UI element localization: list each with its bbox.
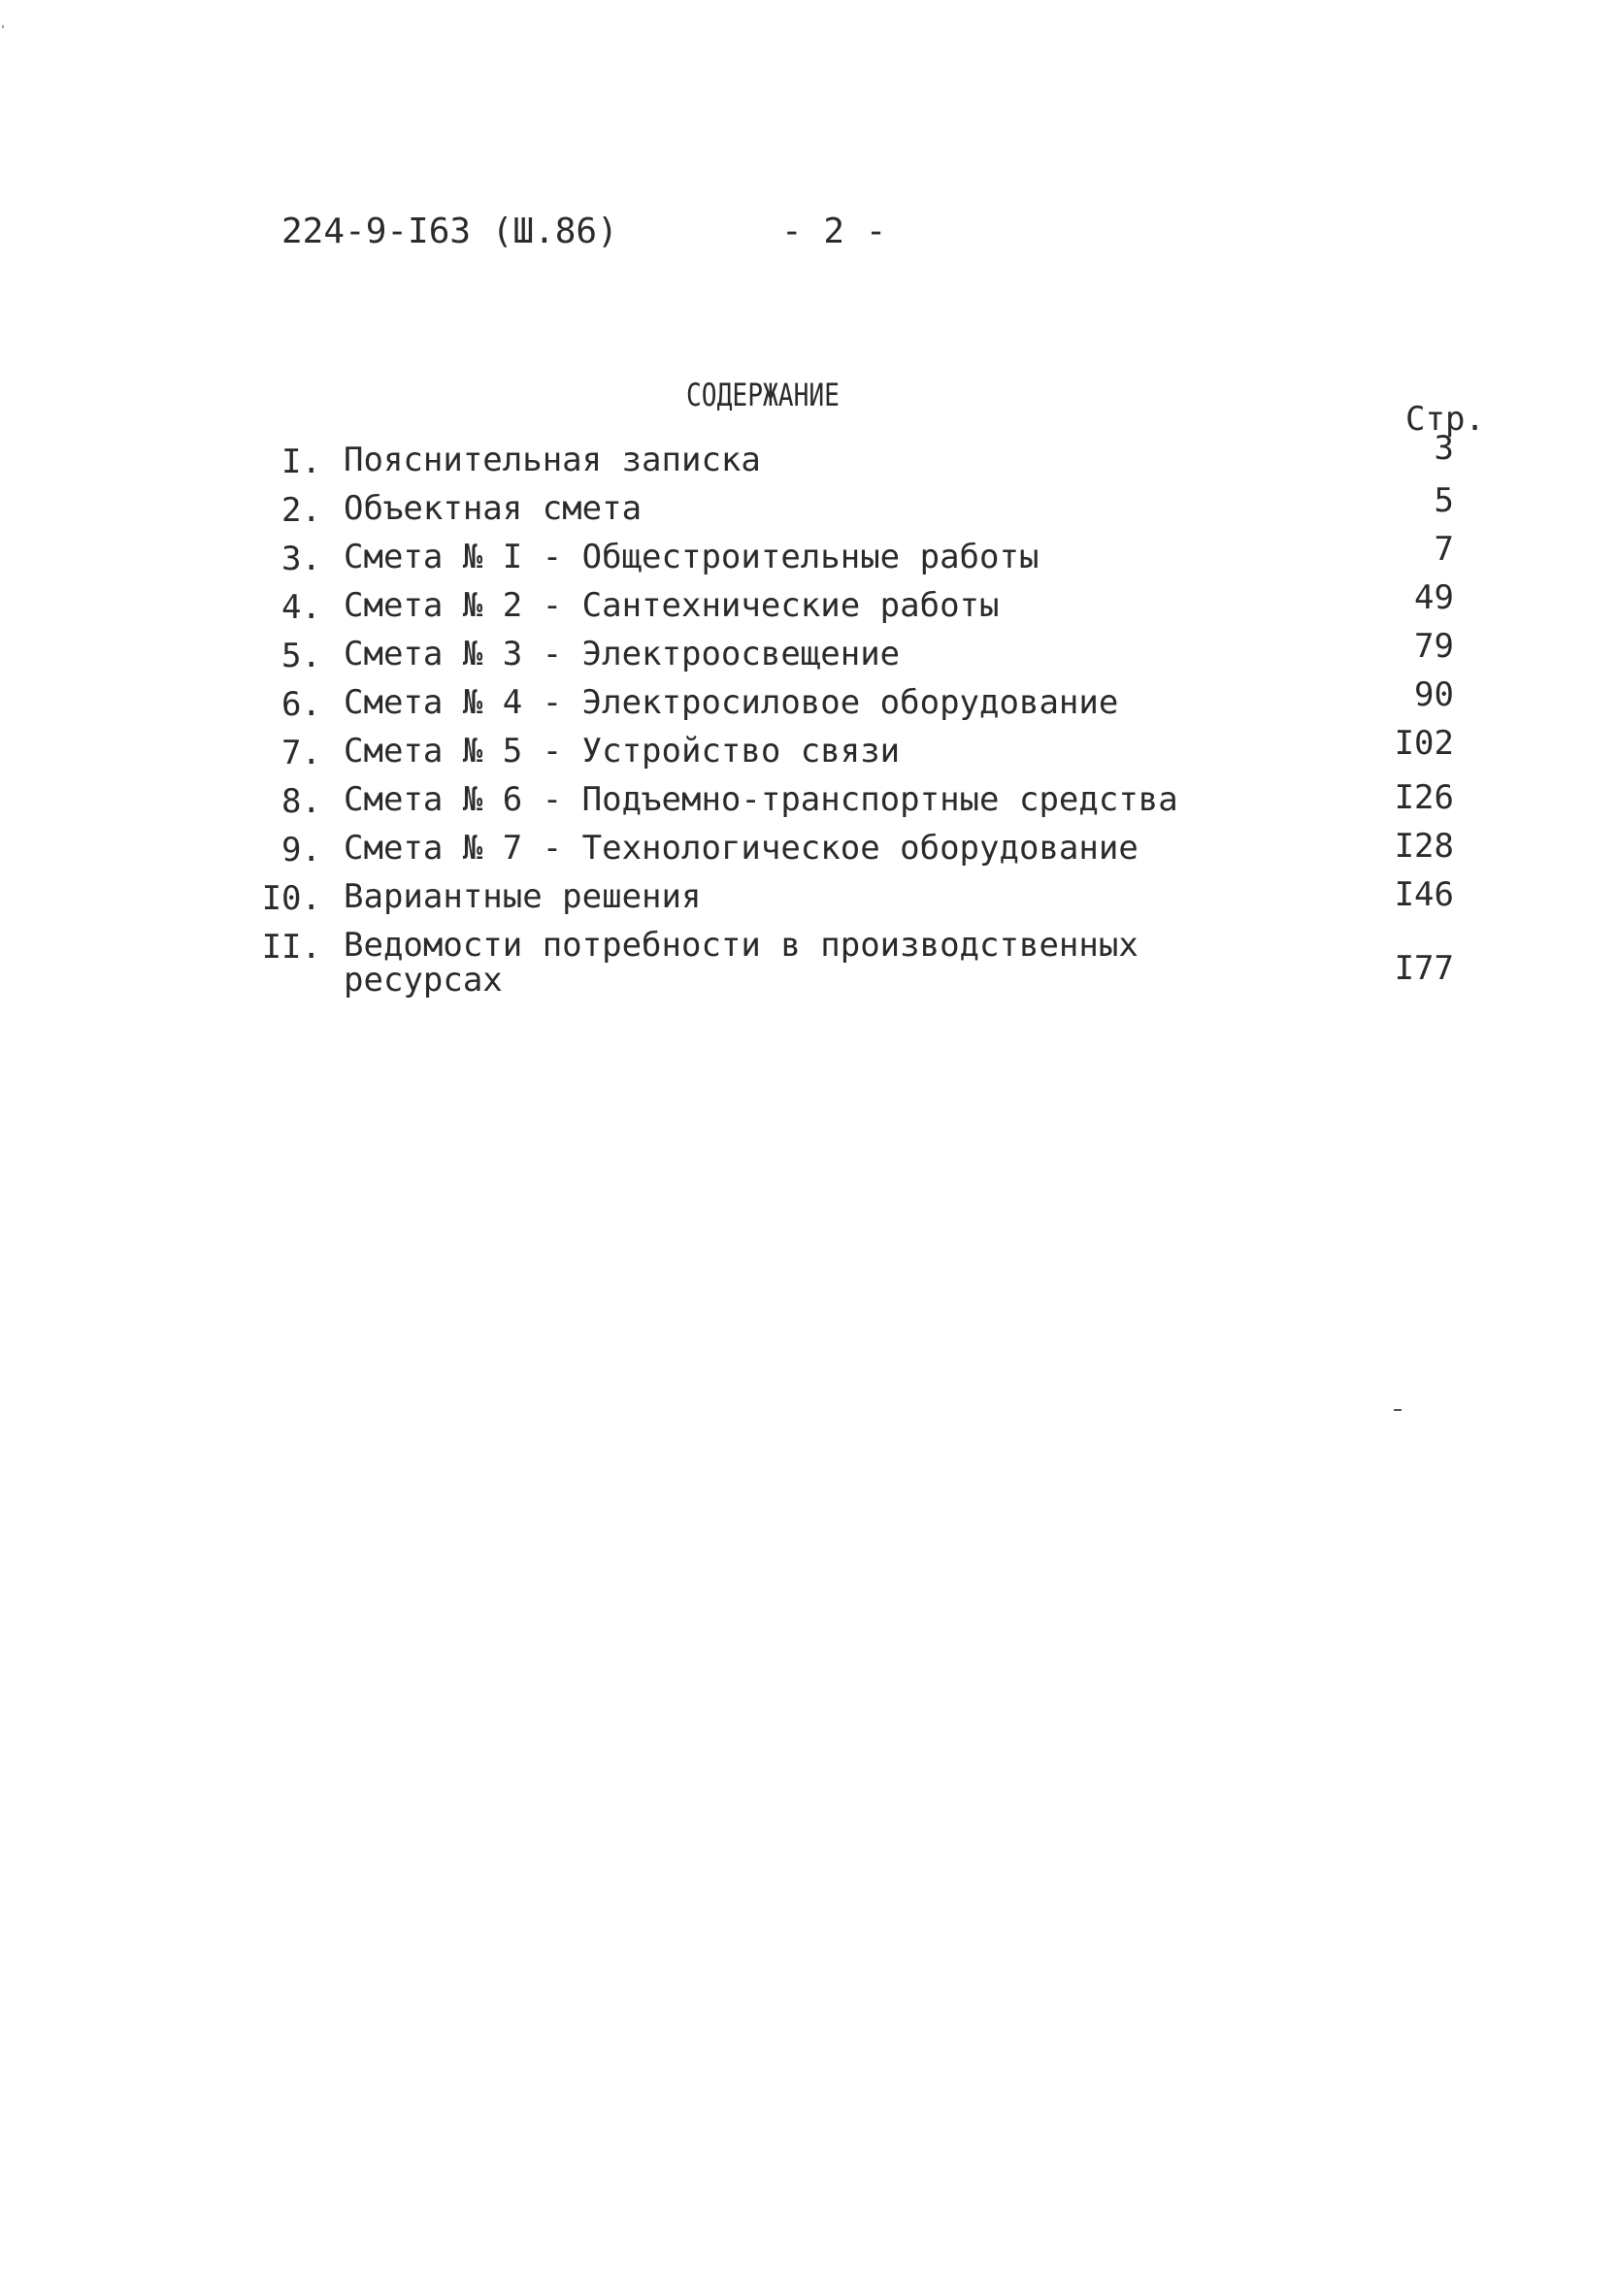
toc-item-title: Смета № 7 - Технологическое оборудование	[344, 829, 1138, 868]
toc-item-title: Смета № 5 - Устройство связи	[344, 732, 901, 771]
page-column-header: Стр.	[1405, 400, 1485, 439]
toc-item-title: Смета № 2 - Сантехнические работы	[344, 586, 1000, 625]
document-code: 224-9-I63 (Ш.86)	[281, 212, 618, 251]
toc-item-page: 90	[1414, 675, 1454, 714]
toc-item-page: 79	[1414, 627, 1454, 666]
toc-item-number: I0.	[261, 879, 321, 918]
toc-item-number: 7.	[281, 734, 321, 772]
toc-item-page: 49	[1414, 578, 1454, 617]
toc-item-number: II.	[261, 928, 321, 967]
toc-item-title: Смета № 6 - Подъемно-транспортные средства	[344, 780, 1178, 819]
toc-item-title: Смета № 3 - Электроосвещение	[344, 635, 901, 673]
toc-item-number: 3.	[281, 540, 321, 578]
toc-item-number: 9.	[281, 831, 321, 869]
toc-item-number: 6.	[281, 685, 321, 724]
toc-item-number: I.	[281, 443, 321, 481]
toc-item-page: I46	[1394, 875, 1454, 914]
toc-item-page: I28	[1394, 827, 1454, 866]
toc-item-title: Объектная смета	[344, 489, 643, 528]
toc-item-page: 3	[1434, 429, 1454, 468]
page-number: - 2 -	[781, 212, 887, 251]
toc-item-number: 4.	[281, 588, 321, 627]
toc-item-page: 7	[1434, 530, 1454, 569]
toc-item-title: Вариантные решения	[344, 877, 702, 916]
stray-dash-mark	[1394, 1409, 1402, 1411]
toc-item-page: I02	[1394, 724, 1454, 763]
toc-item-number: 5.	[281, 637, 321, 675]
toc-item-title: Смета № I - Общестроительные работы	[344, 538, 1040, 576]
toc-item-number: 8.	[281, 782, 321, 821]
toc-item-page: I77	[1394, 949, 1454, 988]
scan-speck	[2, 25, 4, 28]
toc-item-title: Пояснительная записка	[344, 441, 761, 479]
toc-item-page: I26	[1394, 778, 1454, 817]
toc-item-title: Смета № 4 - Электросиловое оборудование	[344, 683, 1119, 722]
toc-title: СОДЕРЖАНИЕ	[686, 377, 840, 413]
toc-item-title: Ведомости потребности в производственных ресурсах	[344, 926, 1138, 1000]
toc-item-number: 2.	[281, 491, 321, 530]
toc-item-page: 5	[1434, 481, 1454, 520]
